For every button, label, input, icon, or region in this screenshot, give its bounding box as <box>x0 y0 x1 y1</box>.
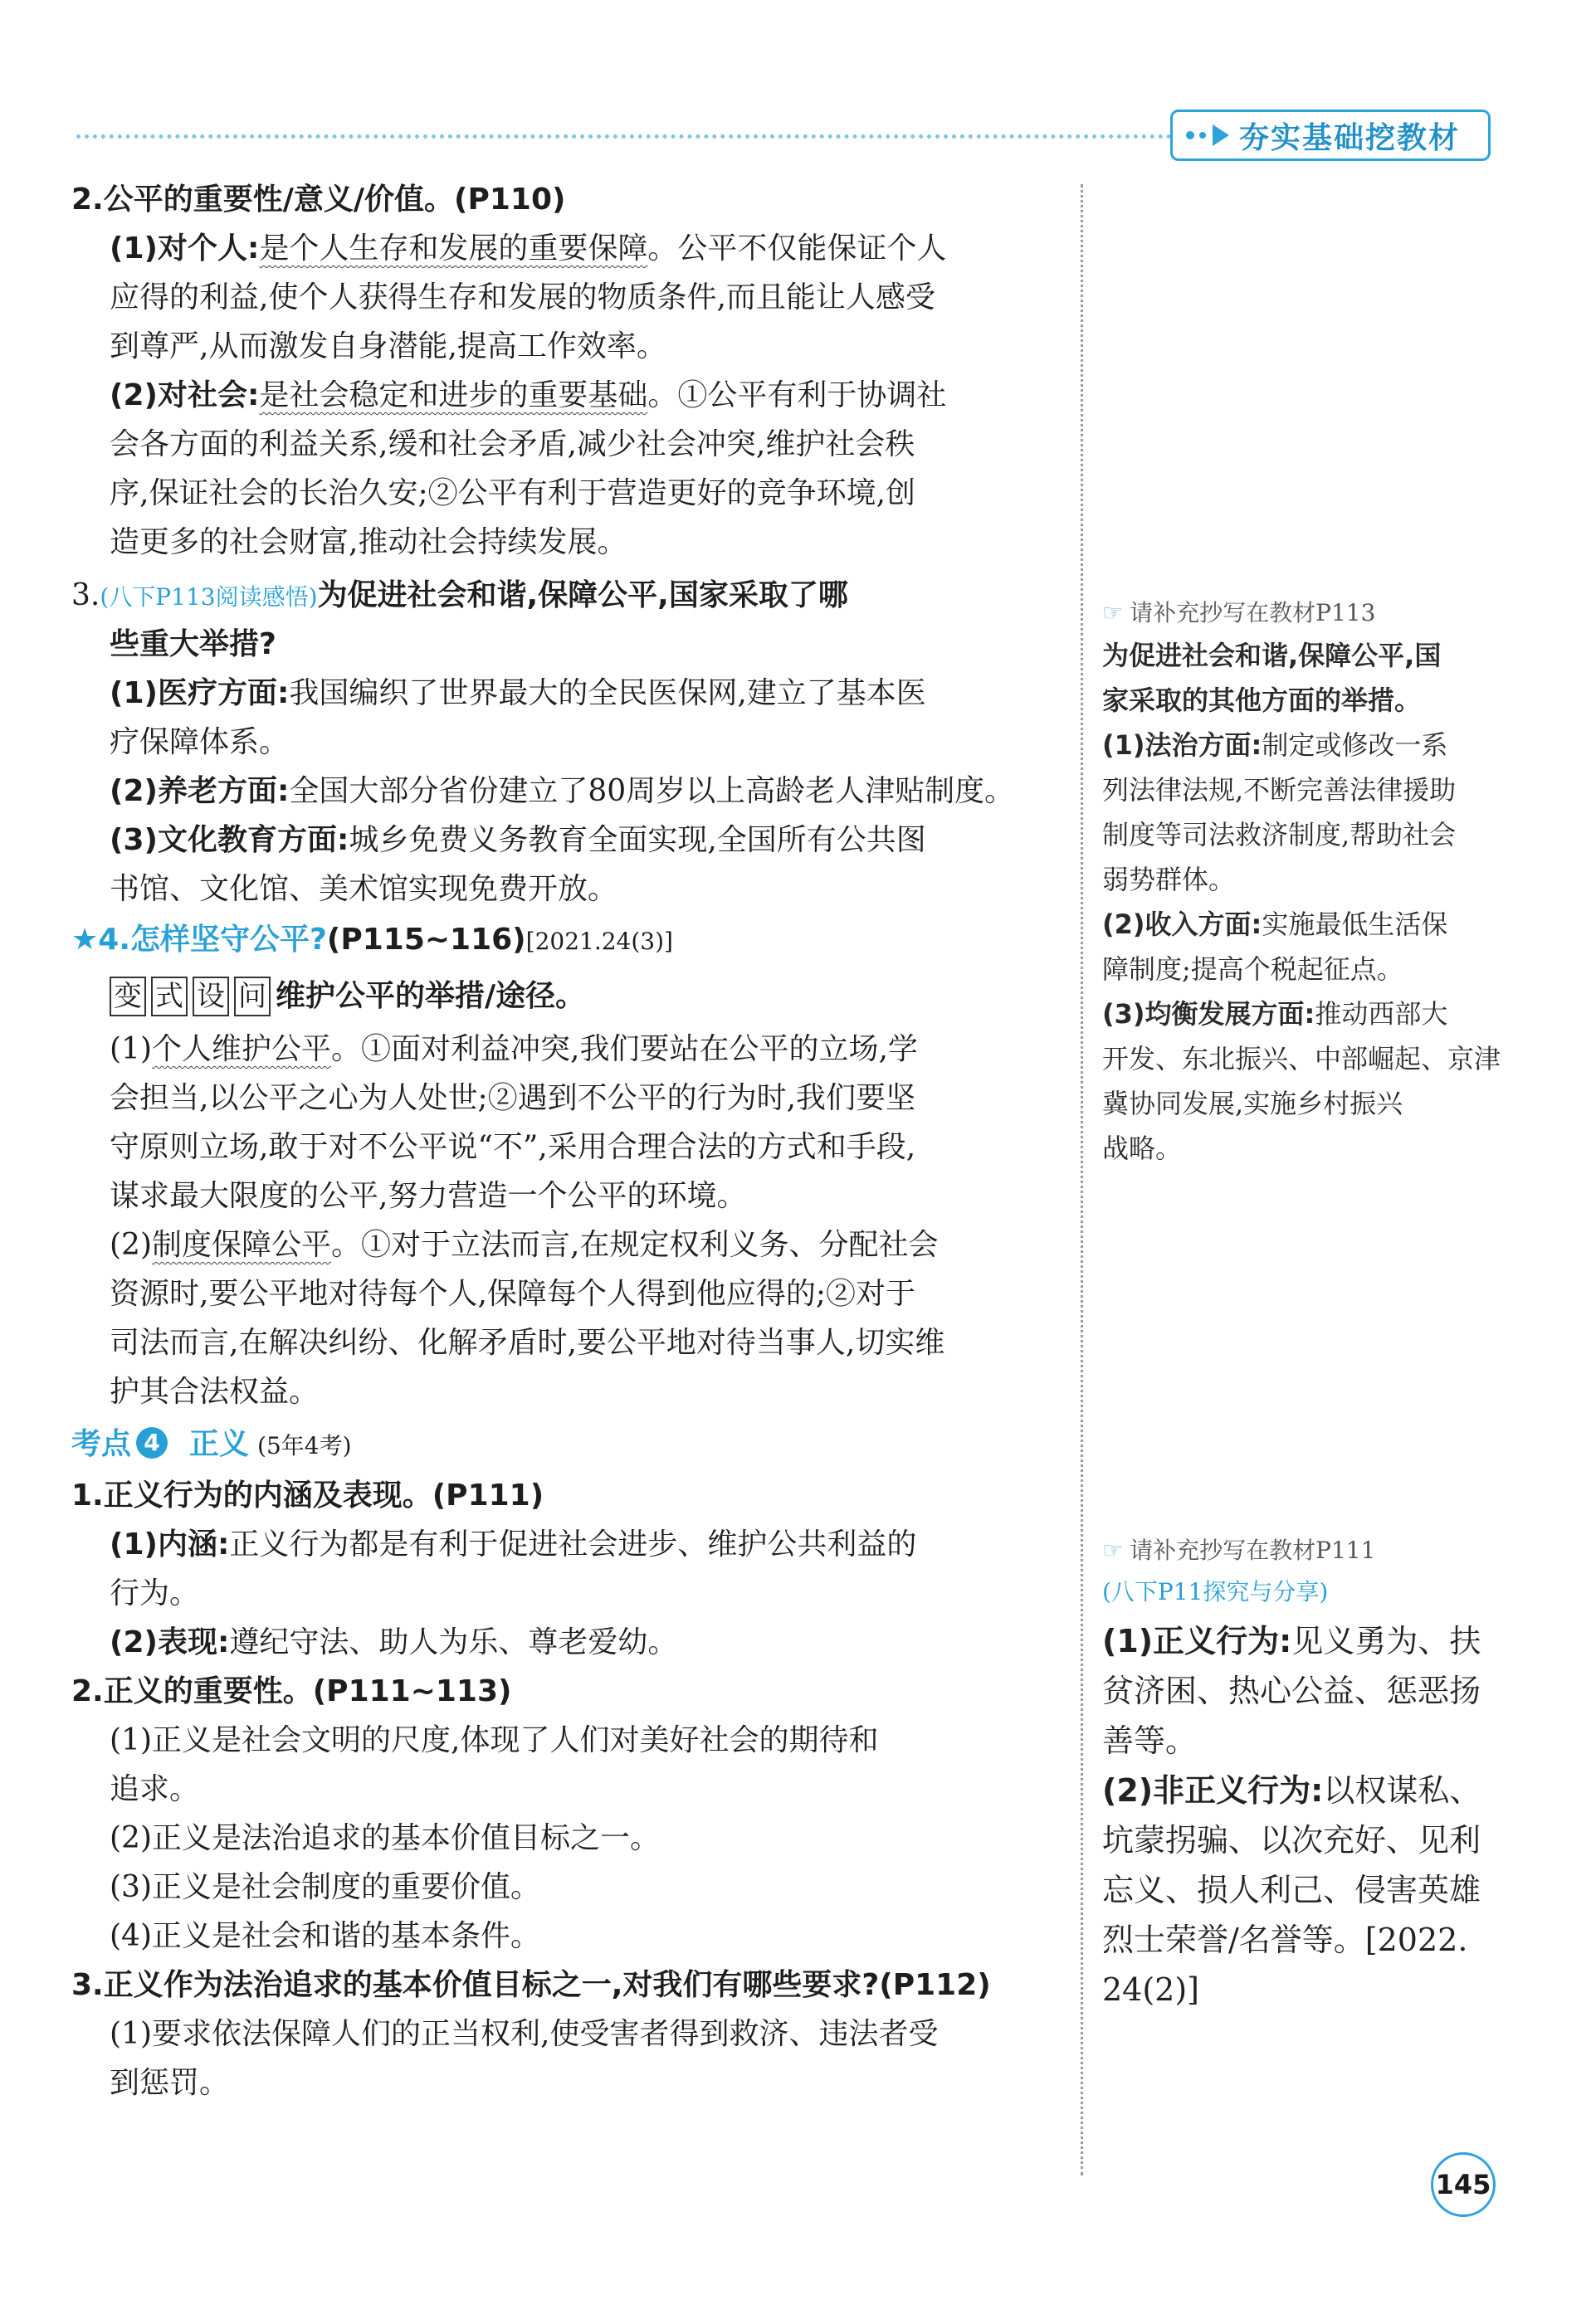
note-source: (八下P11探究与分享) <box>1102 1578 1329 1605</box>
paragraph-line: 守原则立场,敢于对不公平说“不”,采用合理合法的方式和手段, <box>110 1130 916 1164</box>
handwritten-line: 烈士荣誉/名誉等。[2022. <box>1102 1922 1468 1958</box>
pointing-hand-icon: ☞ <box>1102 599 1124 626</box>
paragraph-line: 序,保证社会的长治久安;②公平有利于营造更好的竞争环境,创 <box>110 476 916 510</box>
note-line: 障制度;提高个税起征点。 <box>1102 953 1403 985</box>
variant-question-line: 变 式 设 问 维护公平的举措/途径。 <box>110 972 585 1021</box>
dot-icon <box>1199 132 1206 139</box>
exam-point-heading: 考点 4 正义 (5年4考) <box>71 1427 352 1461</box>
section-badge <box>1170 110 1491 161</box>
paragraph-line: (2)对社会:是社会稳定和进步的重要基础。①公平有利于协调社 <box>110 378 947 412</box>
note-line: 制度等司法救济制度,帮助社会 <box>1102 819 1457 850</box>
box-char: 设 <box>193 977 229 1016</box>
paragraph-line: (2)表现:遵纪守法、助人为乐、尊老爱幼。 <box>110 1625 678 1659</box>
box-char: 变 <box>110 977 146 1016</box>
paragraph-line: (1)个人维护公平。①面对利益冲突,我们要站在公平的立场,学 <box>110 1032 918 1066</box>
paragraph-line: (2)正义是法治追求的基本价值目标之一。 <box>110 1821 660 1855</box>
note-hint: ☞ 请补充抄写在教材P111 <box>1102 1537 1376 1564</box>
paragraph-line: 会担当,以公平之心为人处世;②遇到不公平的行为时,我们要坚 <box>110 1081 916 1115</box>
paragraph-line: (2)制度保障公平。①对于立法而言,在规定权利义务、分配社会 <box>110 1228 939 1262</box>
paragraph-line: (4)正义是社会和谐的基本条件。 <box>110 1919 540 1953</box>
box-char: 式 <box>151 977 188 1016</box>
paragraph-line: 会各方面的利益关系,缓和社会矛盾,减少社会冲突,维护社会秩 <box>110 427 915 461</box>
question-heading: ★4.怎样坚守公平?(P115~116)[2021.24(3)] <box>71 923 673 957</box>
note-heading: 家采取的其他方面的举措。 <box>1102 685 1422 716</box>
question-heading: 3.正义作为法治追求的基本价值目标之一,对我们有哪些要求?(P112) <box>71 1968 991 2002</box>
paragraph-line: 护其合法权益。 <box>110 1375 320 1409</box>
handwritten-line: 善等。 <box>1102 1722 1198 1759</box>
header-dotted-rule <box>76 134 1172 139</box>
paragraph-line: 疗保障体系。 <box>110 725 290 759</box>
note-line: (2)收入方面:实施最低生活保 <box>1102 909 1448 940</box>
note-line: 列法律法规,不断完善法律援助 <box>1102 774 1457 806</box>
handwritten-line: 贫济困、热心公益、惩恶扬 <box>1102 1673 1481 1709</box>
question-heading: 1.正义行为的内涵及表现。(P111) <box>71 1479 544 1513</box>
paragraph-line: 应得的利益,使个人获得生存和发展的物质条件,而且能让人感受 <box>110 280 935 314</box>
note-line: (1)法治方面:制定或修改一系 <box>1102 729 1448 761</box>
question-heading: 些重大举措? <box>110 627 276 661</box>
paragraph-line: 到尊严,从而激发自身潜能,提高工作效率。 <box>110 329 666 363</box>
paragraph-line: 司法而言,在解决纠纷、化解矛盾时,要公平地对待当事人,切实维 <box>110 1326 945 1360</box>
page-number: 145 <box>1431 2152 1496 2217</box>
note-line: 冀协同发展,实施乡村振兴 <box>1102 1088 1403 1119</box>
pointing-hand-icon: ☞ <box>1102 1537 1124 1564</box>
handwritten-line: 坑蒙拐骗、以次充好、见利 <box>1102 1822 1481 1859</box>
dot-icon <box>1186 131 1194 139</box>
note-line: 弱势群体。 <box>1102 864 1236 895</box>
paragraph-line: 资源时,要公平地对待每个人,保障每个人得到他应得的;②对于 <box>110 1277 916 1311</box>
handwritten-line: 24(2)] <box>1102 1971 1200 2008</box>
section-title: 夯实基础挖教材 <box>1239 120 1461 155</box>
paragraph-line: (1)医疗方面:我国编织了世界最大的全民医保网,建立了基本医 <box>110 676 926 710</box>
paragraph-line: (1)正义是社会文明的尺度,体现了人们对美好社会的期待和 <box>110 1723 879 1757</box>
paragraph-line: (1)要求依法保障人们的正当权利,使受害者得到救济、违法者受 <box>110 2017 939 2051</box>
paragraph-line: (3)正义是社会制度的重要价值。 <box>110 1870 540 1904</box>
play-arrow-icon <box>1213 124 1229 146</box>
paragraph-line: 到惩罚。 <box>110 2066 230 2100</box>
note-heading: 为促进社会和谐,保障公平,国 <box>1102 640 1442 671</box>
handwritten-line: 忘义、损人利己、侵害英雄 <box>1102 1872 1481 1908</box>
handwritten-line: (1)正义行为:见义勇为、扶 <box>1102 1623 1481 1659</box>
paragraph-line: (1)对个人:是个人生存和发展的重要保障。公平不仅能保证个人 <box>110 231 947 266</box>
column-divider <box>1081 184 1083 2175</box>
question-heading: 2.公平的重要性/意义/价值。(P110) <box>71 183 566 217</box>
note-line: 战略。 <box>1102 1133 1183 1164</box>
paragraph-line: 造更多的社会财富,推动社会持续发展。 <box>110 525 627 559</box>
note-line: (3)均衡发展方面:推动西部大 <box>1102 998 1448 1030</box>
number-badge: 4 <box>136 1427 168 1459</box>
note-hint: ☞ 请补充抄写在教材P113 <box>1102 599 1376 626</box>
box-char: 问 <box>234 977 271 1016</box>
handwritten-line: (2)非正义行为:以权谋私、 <box>1102 1772 1481 1809</box>
paragraph-line: (3)文化教育方面:城乡免费义务教育全面实现,全国所有公共图 <box>110 823 926 857</box>
paragraph-line: 追求。 <box>110 1772 200 1806</box>
paragraph-line: 行为。 <box>110 1576 200 1610</box>
paragraph-line: (1)内涵:正义行为都是有利于促进社会进步、维护公共利益的 <box>110 1527 917 1562</box>
question-heading: 2.正义的重要性。(P111~113) <box>71 1674 512 1708</box>
paragraph-line: 书馆、文化馆、美术馆实现免费开放。 <box>110 872 618 906</box>
paragraph-line: (2)养老方面:全国大部分省份建立了80周岁以上高龄老人津贴制度。 <box>110 774 1015 808</box>
question-heading: 3.(八下P113阅读感悟)为促进社会和谐,保障公平,国家采取了哪 <box>71 578 848 612</box>
note-line: 开发、东北振兴、中部崛起、京津 <box>1102 1043 1501 1074</box>
paragraph-line: 谋求最大限度的公平,努力营造一个公平的环境。 <box>110 1179 747 1213</box>
